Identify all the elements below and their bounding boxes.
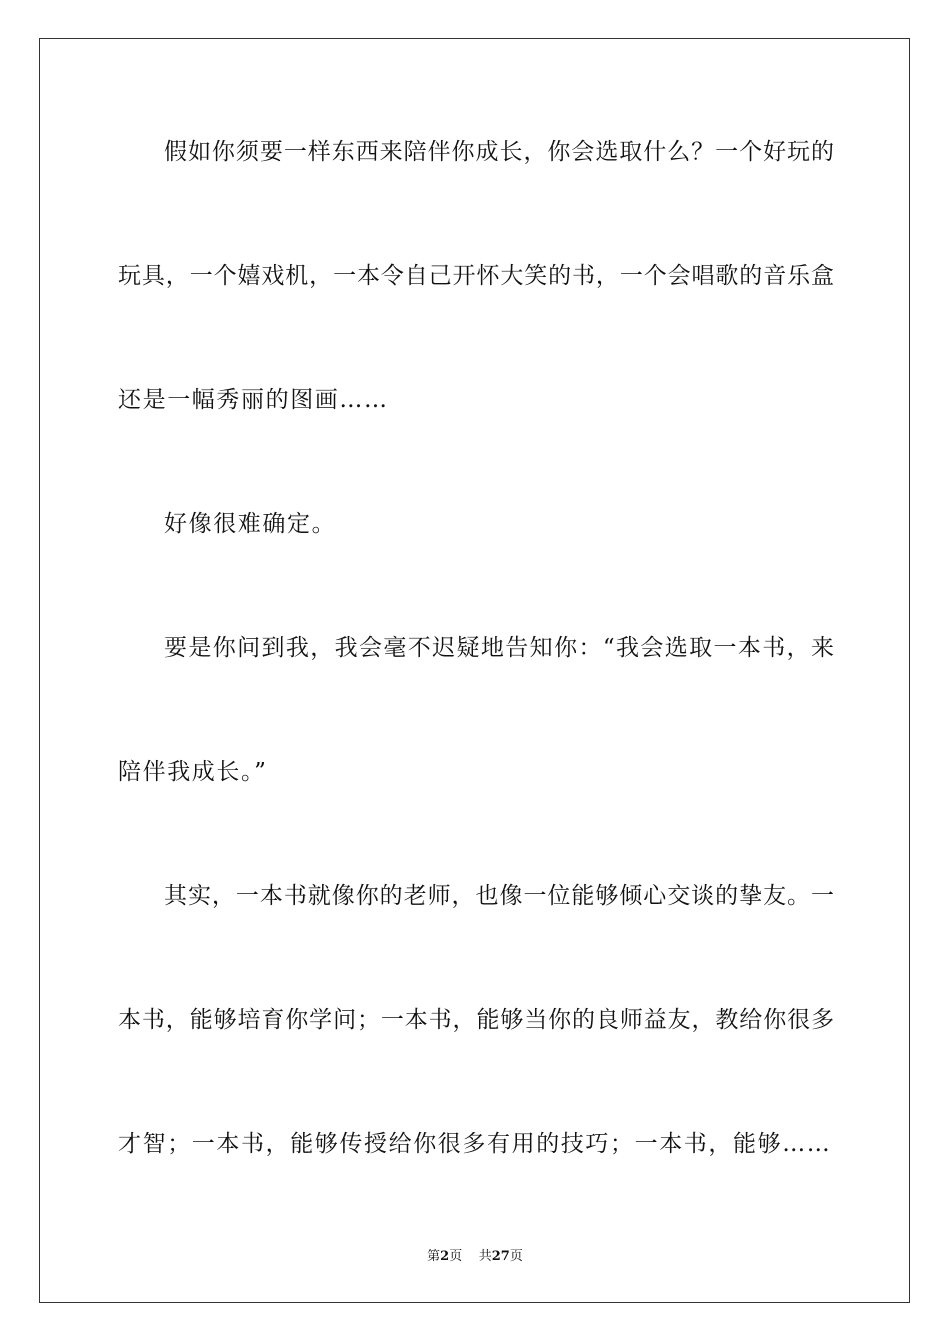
paragraph-2-line-1: 好像很难确定。	[164, 511, 337, 537]
page-number-suffix: 页	[449, 1249, 463, 1264]
paragraph-3-line-2: 陪伴我成长。”	[118, 759, 268, 785]
page-total-suffix: 页	[509, 1249, 523, 1264]
page-number-current: 2	[440, 1249, 450, 1264]
paragraph-3-line-1: 要是你问到我，我会毫不迟疑地告知你：“我会选取一本书，来	[164, 635, 834, 661]
paragraph-1-line-3: 还是一幅秀丽的图画……	[118, 387, 389, 413]
page-footer	[0, 1248, 950, 1266]
paragraph-1-line-1: 假如你须要一样东西来陪伴你成长，你会选取什么？一个好玩的	[164, 139, 834, 165]
paragraph-4-line-1: 其实，一本书就像你的老师，也像一位能够倾心交谈的挚友。一	[164, 883, 834, 909]
page-total-prefix: 共	[478, 1249, 492, 1264]
paragraph-4-line-2: 本书，能够培育你学问；一本书，能够当你的良师益友，教给你很多	[118, 1007, 834, 1033]
paragraph-1-line-2: 玩具，一个嬉戏机，一本令自己开怀大笑的书，一个会唱歌的音乐盒	[118, 263, 834, 289]
page-number-total: 27	[491, 1249, 510, 1264]
paragraph-4-line-3: 才智；一本书，能够传授给你很多有用的技巧；一本书，能够……	[118, 1131, 832, 1157]
page-number-prefix: 第	[427, 1249, 441, 1264]
page-border	[39, 38, 910, 1303]
